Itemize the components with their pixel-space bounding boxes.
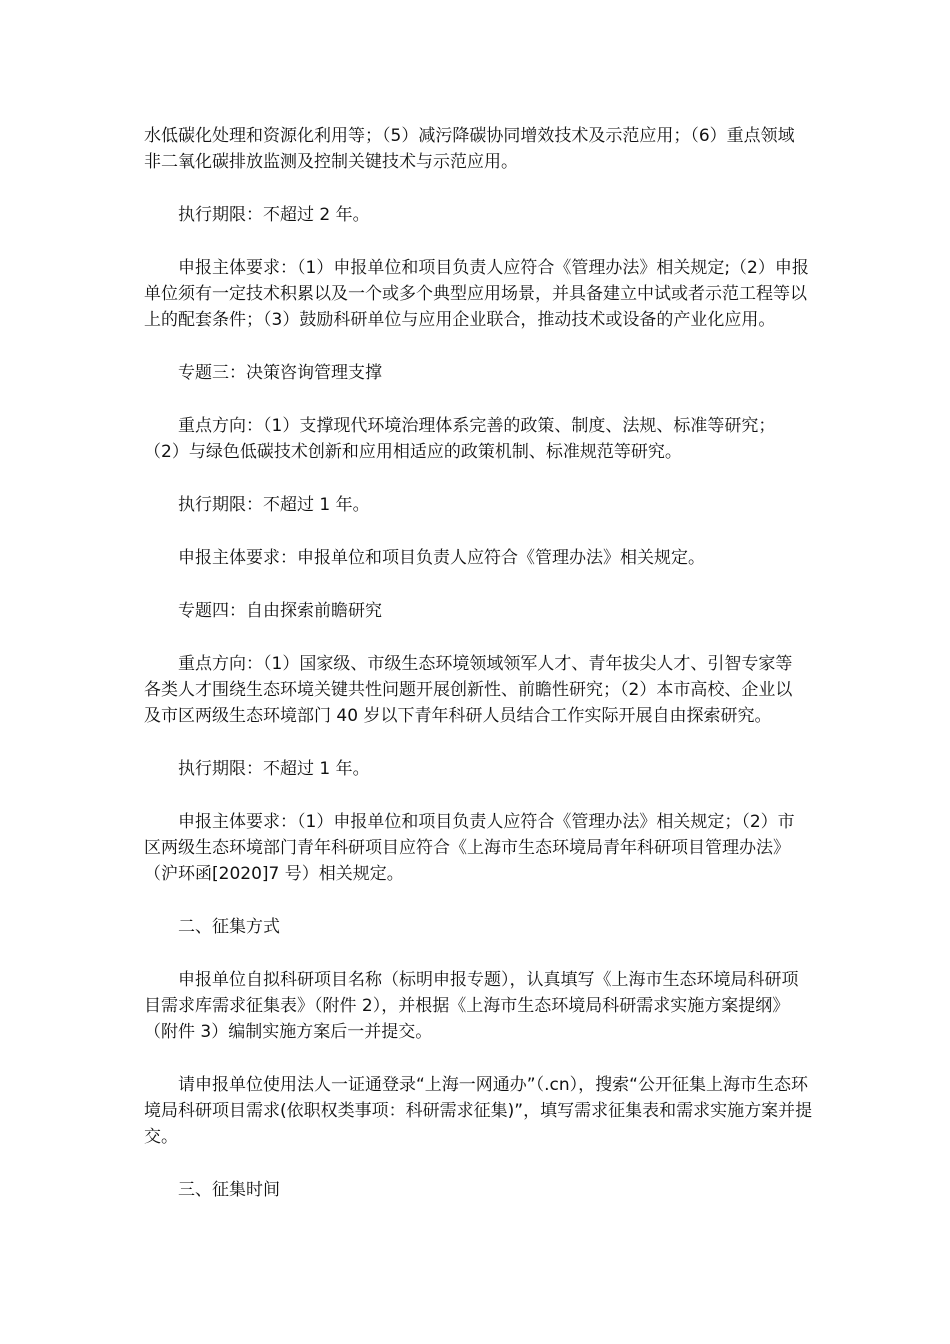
heading-collection-time: [144, 1177, 806, 1203]
paragraph-applicant-requirements-topic4: [144, 809, 806, 887]
paragraph-execution-period-topic3: [144, 492, 806, 518]
text-line: 非二氧化碳排放监测及控制关键技术与示范应用。: [144, 152, 518, 172]
paragraph-execution-period-topic2: [144, 202, 806, 228]
text-line: 申报单位自拟科研项目名称（标明申报专题），认真填写《上海市生态环境局科研项: [144, 970, 799, 990]
text-line: 执行期限：不超过 1 年。: [144, 759, 370, 779]
text-line: 境局科研项目需求(依职权类事项：科研需求征集)”，填写需求征集表和需求实施方案并提: [144, 1101, 813, 1121]
heading-topic4: [144, 598, 806, 624]
paragraph-key-directions-topic4: [144, 651, 806, 729]
text-line: 重点方向：（1）国家级、市级生态环境领域领军人才、青年拔尖人才、引智专家等: [144, 654, 793, 674]
paragraph-applicant-requirements-topic3: [144, 545, 806, 571]
text-line: 各类人才围绕生态环境关键共性问题开展创新性、前瞻性研究；（2）本市高校、企业以: [144, 680, 793, 700]
paragraph-execution-period-topic4: [144, 756, 806, 782]
paragraph-tech-directions-continued: [144, 123, 806, 175]
text-line: 二、征集方式: [144, 917, 280, 937]
text-line: 重点方向：（1）支撑现代环境治理体系完善的政策、制度、法规、标准等研究；: [144, 416, 776, 436]
paragraph-collection-method-details: [144, 967, 806, 1045]
text-line: 及市区两级生态环境部门 40 岁以下青年科研人员结合工作实际开展自由探索研究。: [144, 706, 772, 726]
text-line: 上的配套条件；（3）鼓励科研单位与应用企业联合，推动技术或设备的产业化应用。: [144, 310, 776, 330]
paragraph-online-submission: [144, 1072, 813, 1150]
text-line: 目需求库需求征集表》（附件 2），并根据《上海市生态环境局科研需求实施方案提纲》: [144, 996, 790, 1016]
text-line: 申报主体要求：（1）申报单位和项目负责人应符合《管理办法》相关规定；（2）市: [144, 812, 795, 832]
text-line: 执行期限：不超过 2 年。: [144, 205, 370, 225]
text-line: 单位须有一定技术积累以及一个或多个典型应用场景，并具备建立中试或者示范工程等以: [144, 284, 807, 304]
text-line: 请申报单位使用法人一证通登录“上海一网通办”（.cn），搜索“公开征集上海市生态环: [144, 1075, 808, 1095]
text-line: （沪环函[2020]7 号）相关规定。: [144, 864, 404, 884]
paragraph-applicant-requirements-topic2: [144, 255, 809, 333]
text-line: 水低碳化处理和资源化利用等；（5）减污降碳协同增效技术及示范应用；（6）重点领域: [144, 126, 795, 146]
text-line: （附件 3）编制实施方案后一并提交。: [144, 1022, 433, 1042]
text-line: 专题三：决策咨询管理支撑: [144, 363, 382, 383]
text-line: 专题四：自由探索前瞻研究: [144, 601, 382, 621]
paragraph-key-directions-topic3: [144, 413, 806, 465]
heading-topic3: [144, 360, 806, 386]
text-line: 申报主体要求：（1）申报单位和项目负责人应符合《管理办法》相关规定;（2）申报: [144, 258, 809, 278]
text-line: 区两级生态环境部门青年科研项目应符合《上海市生态环境局青年科研项目管理办法》: [144, 838, 790, 858]
text-line: 三、征集时间: [144, 1180, 280, 1200]
document-page: [144, 123, 813, 1203]
text-line: 申报主体要求：申报单位和项目负责人应符合《管理办法》相关规定。: [144, 548, 705, 568]
text-line: （2）与绿色低碳技术创新和应用相适应的政策机制、标准规范等研究。: [144, 442, 682, 462]
text-line: 交。: [144, 1127, 178, 1147]
text-line: 执行期限：不超过 1 年。: [144, 495, 370, 515]
heading-collection-method: [144, 914, 806, 940]
